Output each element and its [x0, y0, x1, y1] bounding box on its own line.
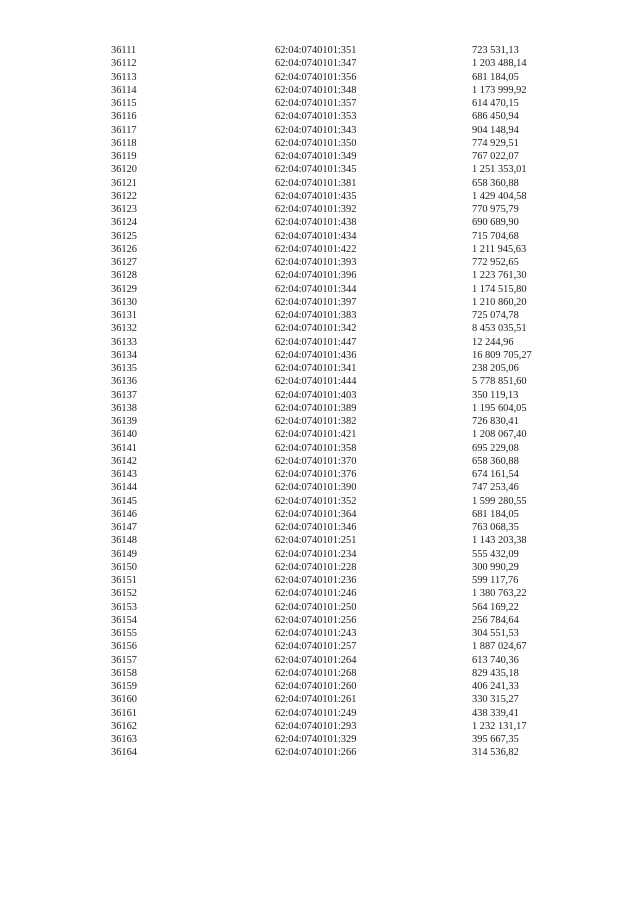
row-number: 36112: [111, 58, 137, 70]
cadastral-value: 904 148,94: [472, 124, 519, 136]
table-row: [0, 521, 640, 534]
table-row: [0, 163, 640, 176]
row-number: 36126: [111, 243, 137, 255]
row-number: 36130: [111, 296, 137, 308]
cadastral-value: 1 599 280,55: [472, 495, 527, 507]
cadastral-value: 395 667,35: [472, 734, 519, 745]
cadastral-value: 330 315,27: [472, 694, 519, 706]
cadastral-value: 767 022,07: [472, 151, 519, 162]
cadastral-value: 614 470,15: [472, 98, 519, 109]
cadastral-value: 681 184,05: [472, 508, 519, 520]
cadastral-value: 564 169,22: [472, 601, 519, 613]
table-row: [0, 508, 640, 521]
cadastral-value: 599 117,76: [472, 575, 519, 586]
row-number: 36111: [111, 45, 137, 56]
row-number: 36114: [111, 84, 137, 96]
row-number: 36148: [111, 535, 137, 547]
row-number: 36128: [111, 270, 137, 282]
table-row: [0, 71, 640, 84]
cadastral-value: 256 784,64: [472, 614, 519, 626]
row-number: 36131: [111, 310, 137, 321]
row-number: 36129: [111, 283, 137, 295]
cadastral-number: 62:04:0740101:396: [275, 270, 357, 282]
row-number: 36156: [111, 641, 137, 653]
row-number: 36132: [111, 323, 137, 335]
row-number: 36157: [111, 654, 137, 666]
cadastral-value: 300 990,29: [472, 561, 519, 573]
cadastral-number: 62:04:0740101:260: [275, 681, 357, 692]
cadastral-number: 62:04:0740101:228: [275, 561, 357, 573]
cadastral-number: 62:04:0740101:346: [275, 522, 357, 533]
table-row: [0, 640, 640, 653]
table-row: [0, 389, 640, 402]
table-row: [0, 44, 640, 57]
table-row: [0, 693, 640, 706]
table-row: [0, 548, 640, 561]
row-number: 36113: [111, 71, 137, 83]
row-number: 36115: [111, 98, 137, 109]
cadastral-number: 62:04:0740101:364: [275, 508, 357, 520]
cadastral-value: 1 223 761,30: [472, 270, 527, 282]
cadastral-value: 238 205,06: [472, 363, 519, 374]
cadastral-number: 62:04:0740101:370: [275, 455, 357, 467]
row-number: 36162: [111, 720, 137, 732]
table-row: [0, 283, 640, 296]
table-row: [0, 442, 640, 455]
row-number: 36152: [111, 588, 137, 600]
cadastral-number: 62:04:0740101:383: [275, 310, 357, 321]
table-row: [0, 614, 640, 627]
cadastral-value: 1 173 999,92: [472, 84, 527, 96]
cadastral-value: 406 241,33: [472, 681, 519, 692]
table-row: [0, 667, 640, 680]
row-number: 36144: [111, 482, 137, 494]
table-row: [0, 137, 640, 150]
row-number: 36124: [111, 217, 137, 229]
row-number: 36137: [111, 389, 137, 401]
table-row: [0, 587, 640, 600]
table-row: [0, 627, 640, 640]
cadastral-value: 658 360,88: [472, 455, 519, 467]
cadastral-value: 1 195 604,05: [472, 402, 527, 414]
row-number: 36149: [111, 548, 137, 560]
cadastral-number: 62:04:0740101:266: [275, 747, 357, 759]
cadastral-number: 62:04:0740101:343: [275, 124, 357, 136]
cadastral-value: 715 704,68: [472, 230, 519, 242]
table-row: [0, 428, 640, 441]
cadastral-value: 726 830,41: [472, 416, 519, 427]
cadastral-value: 304 551,53: [472, 628, 519, 639]
row-number: 36121: [111, 177, 137, 189]
cadastral-number: 62:04:0740101:243: [275, 628, 357, 639]
cadastral-number: 62:04:0740101:421: [275, 429, 357, 441]
row-number: 36160: [111, 694, 137, 706]
cadastral-value: 658 360,88: [472, 177, 519, 189]
cadastral-value: 1 429 404,58: [472, 190, 527, 202]
cadastral-value: 725 074,78: [472, 310, 519, 321]
cadastral-value: 555 432,09: [472, 548, 519, 560]
cadastral-value: 314 536,82: [472, 747, 519, 759]
cadastral-number: 62:04:0740101:353: [275, 111, 357, 123]
cadastral-number: 62:04:0740101:329: [275, 734, 357, 745]
cadastral-number: 62:04:0740101:349: [275, 151, 357, 162]
table-row: [0, 84, 640, 97]
cadastral-value: 686 450,94: [472, 111, 519, 123]
cadastral-number: 62:04:0740101:256: [275, 614, 357, 626]
cadastral-value: 8 453 035,51: [472, 323, 527, 335]
row-number: 36155: [111, 628, 137, 639]
cadastral-number: 62:04:0740101:257: [275, 641, 357, 653]
row-number: 36127: [111, 257, 137, 268]
cadastral-number: 62:04:0740101:352: [275, 495, 357, 507]
cadastral-number: 62:04:0740101:382: [275, 416, 357, 427]
cadastral-number: 62:04:0740101:251: [275, 535, 357, 547]
row-number: 36154: [111, 614, 137, 626]
cadastral-number: 62:04:0740101:345: [275, 164, 357, 176]
cadastral-number: 62:04:0740101:341: [275, 363, 357, 374]
cadastral-value: 1 203 488,14: [472, 58, 527, 70]
cadastral-value: 1 380 763,22: [472, 588, 527, 600]
table-row: [0, 455, 640, 468]
row-number: 36158: [111, 667, 137, 679]
cadastral-number: 62:04:0740101:381: [275, 177, 357, 189]
cadastral-value: 5 778 851,60: [472, 376, 527, 388]
cadastral-number: 62:04:0740101:234: [275, 548, 357, 560]
table-row: [0, 97, 640, 110]
table-row: [0, 256, 640, 269]
table-row: [0, 110, 640, 123]
table-row: [0, 415, 640, 428]
cadastral-number: 62:04:0740101:347: [275, 58, 357, 70]
cadastral-number: 62:04:0740101:376: [275, 469, 357, 480]
cadastral-number: 62:04:0740101:249: [275, 707, 357, 719]
table-row: [0, 230, 640, 243]
row-number: 36117: [111, 124, 137, 136]
table-row: [0, 57, 640, 70]
cadastral-number: 62:04:0740101:357: [275, 98, 357, 109]
row-number: 36143: [111, 469, 137, 480]
cadastral-number: 62:04:0740101:422: [275, 243, 357, 255]
row-number: 36159: [111, 681, 137, 692]
row-number: 36147: [111, 522, 137, 533]
row-number: 36146: [111, 508, 137, 520]
table-row: [0, 349, 640, 362]
row-number: 36123: [111, 204, 137, 215]
table-row: [0, 203, 640, 216]
table-row: [0, 150, 640, 163]
row-number: 36142: [111, 455, 137, 467]
table-row: [0, 177, 640, 190]
row-number: 36138: [111, 402, 137, 414]
row-number: 36125: [111, 230, 137, 242]
cadastral-value: 829 435,18: [472, 667, 519, 679]
table-row: [0, 216, 640, 229]
table-row: [0, 124, 640, 137]
cadastral-number: 62:04:0740101:250: [275, 601, 357, 613]
row-number: 36118: [111, 137, 137, 149]
cadastral-number: 62:04:0740101:444: [275, 376, 357, 388]
table-row: [0, 534, 640, 547]
cadastral-value: 763 068,35: [472, 522, 519, 533]
row-number: 36161: [111, 707, 137, 719]
cadastral-number: 62:04:0740101:438: [275, 217, 357, 229]
cadastral-number: 62:04:0740101:264: [275, 654, 357, 666]
table-row: [0, 720, 640, 733]
cadastral-value: 774 929,51: [472, 137, 519, 149]
table-row: [0, 746, 640, 759]
row-number: 36163: [111, 734, 137, 745]
table-row: [0, 561, 640, 574]
table-row: [0, 190, 640, 203]
row-number: 36135: [111, 363, 137, 374]
cadastral-number: 62:04:0740101:358: [275, 442, 357, 454]
row-number: 36164: [111, 747, 137, 759]
table-row: [0, 601, 640, 614]
table-row: [0, 574, 640, 587]
row-number: 36140: [111, 429, 137, 441]
table-row: [0, 402, 640, 415]
row-number: 36153: [111, 601, 137, 613]
cadastral-value: 1 210 860,20: [472, 296, 527, 308]
cadastral-value: 674 161,54: [472, 469, 519, 480]
table-row: [0, 733, 640, 746]
cadastral-value: 350 119,13: [472, 389, 519, 401]
cadastral-value: 1 232 131,17: [472, 720, 527, 732]
cadastral-value: 747 253,46: [472, 482, 519, 494]
cadastral-number: 62:04:0740101:348: [275, 84, 357, 96]
cadastral-number: 62:04:0740101:436: [275, 349, 357, 361]
cadastral-value: 1 251 353,01: [472, 164, 527, 176]
table-row: [0, 336, 640, 349]
table-row: [0, 296, 640, 309]
table-row: [0, 680, 640, 693]
row-number: 36136: [111, 376, 137, 388]
cadastral-value: 1 887 024,67: [472, 641, 527, 653]
cadastral-number: 62:04:0740101:236: [275, 575, 357, 586]
table-row: [0, 468, 640, 481]
table-row: [0, 481, 640, 494]
cadastral-number: 62:04:0740101:342: [275, 323, 357, 335]
cadastral-number: 62:04:0740101:392: [275, 204, 357, 215]
cadastral-number: 62:04:0740101:351: [275, 45, 357, 56]
table-row: [0, 269, 640, 282]
cadastral-value: 695 229,08: [472, 442, 519, 454]
table-row: [0, 375, 640, 388]
cadastral-number: 62:04:0740101:344: [275, 283, 357, 295]
cadastral-number: 62:04:0740101:356: [275, 71, 357, 83]
cadastral-value: 613 740,36: [472, 654, 519, 666]
cadastral-number: 62:04:0740101:246: [275, 588, 357, 600]
table-row: [0, 362, 640, 375]
row-number: 36139: [111, 416, 137, 427]
row-number: 36133: [111, 336, 137, 348]
cadastral-number: 62:04:0740101:350: [275, 137, 357, 149]
cadastral-number: 62:04:0740101:390: [275, 482, 357, 494]
row-number: 36141: [111, 442, 137, 454]
row-number: 36145: [111, 495, 137, 507]
row-number: 36150: [111, 561, 137, 573]
cadastral-value: 770 975,79: [472, 204, 519, 215]
table-row: [0, 707, 640, 720]
row-number: 36134: [111, 349, 137, 361]
cadastral-number: 62:04:0740101:293: [275, 720, 357, 732]
cadastral-number: 62:04:0740101:393: [275, 257, 357, 268]
cadastral-number: 62:04:0740101:434: [275, 230, 357, 242]
row-number: 36116: [111, 111, 137, 123]
row-number: 36119: [111, 151, 137, 162]
cadastral-value: 438 339,41: [472, 707, 519, 719]
cadastral-number: 62:04:0740101:397: [275, 296, 357, 308]
cadastral-number: 62:04:0740101:389: [275, 402, 357, 414]
cadastral-value: 723 531,13: [472, 45, 519, 56]
cadastral-number: 62:04:0740101:403: [275, 389, 357, 401]
cadastral-value: 16 809 705,27: [472, 349, 532, 361]
table-row: [0, 322, 640, 335]
cadastral-value: 12 244,96: [472, 336, 514, 348]
cadastral-value-table: [0, 44, 640, 760]
row-number: 36120: [111, 164, 137, 176]
cadastral-value: 1 143 203,38: [472, 535, 527, 547]
cadastral-value: 681 184,05: [472, 71, 519, 83]
cadastral-value: 1 208 067,40: [472, 429, 527, 441]
row-number: 36122: [111, 190, 137, 202]
cadastral-value: 1 211 945,63: [472, 243, 527, 255]
table-row: [0, 309, 640, 322]
cadastral-number: 62:04:0740101:268: [275, 667, 357, 679]
table-row: [0, 243, 640, 256]
cadastral-number: 62:04:0740101:261: [275, 694, 357, 706]
cadastral-value: 1 174 515,80: [472, 283, 527, 295]
cadastral-number: 62:04:0740101:435: [275, 190, 357, 202]
cadastral-value: 690 689,90: [472, 217, 519, 229]
cadastral-number: 62:04:0740101:447: [275, 336, 357, 348]
table-row: [0, 495, 640, 508]
cadastral-value: 772 952,65: [472, 257, 519, 268]
table-row: [0, 654, 640, 667]
row-number: 36151: [111, 575, 137, 586]
